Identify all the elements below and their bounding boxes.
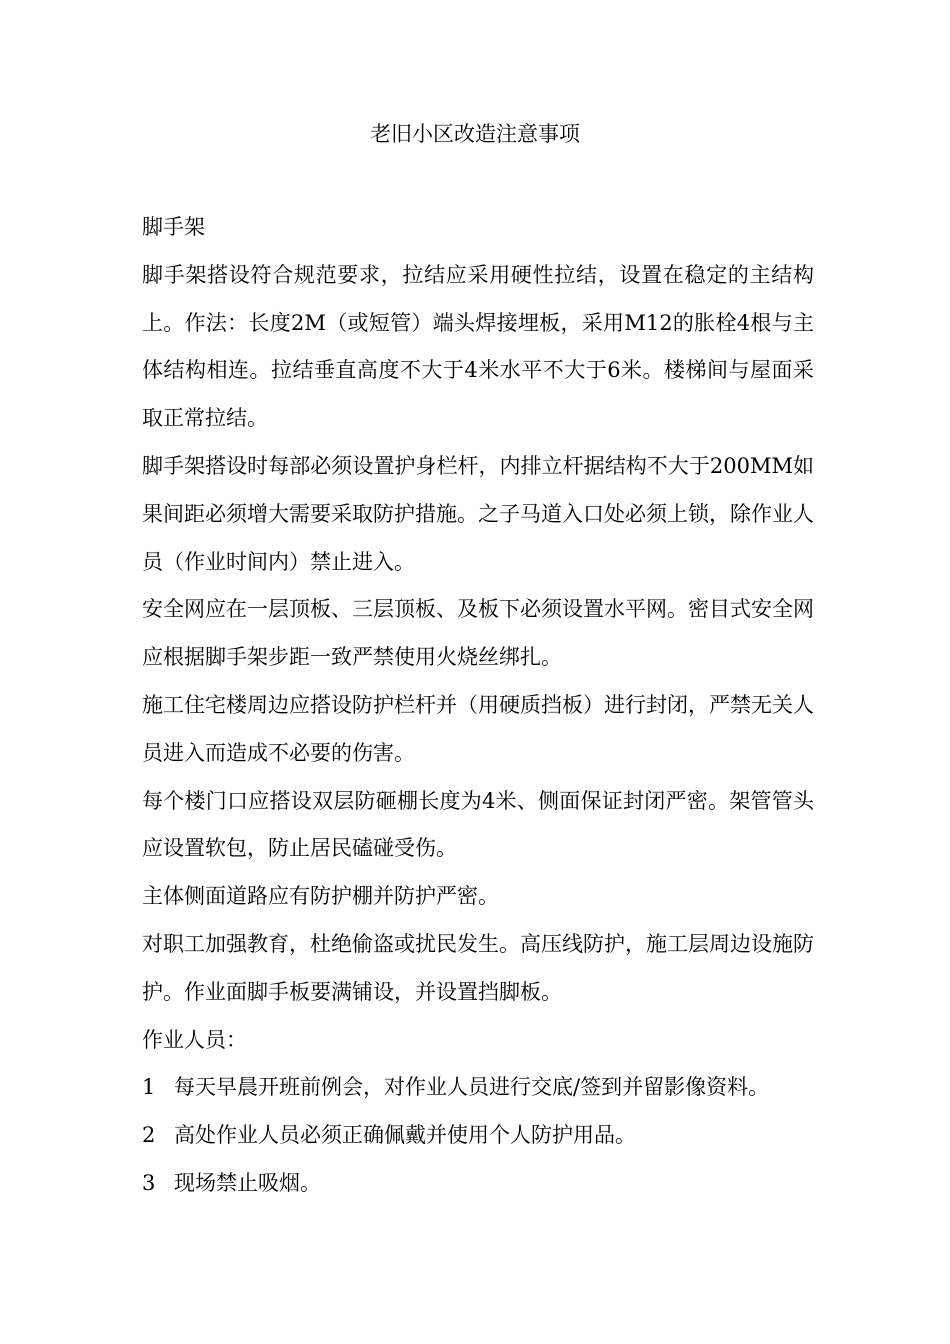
list-item bbox=[142, 1112, 814, 1160]
document-title: 老旧小区改造注意事项 bbox=[370, 122, 580, 146]
list-item bbox=[142, 1064, 814, 1112]
paragraph-staff-education: 对职工加强教育，杜绝偷盗或扰民发生。高压线防护，施工层周边设施防护。作业面脚手板要满铺设，并设置挡脚板。 bbox=[142, 931, 814, 1004]
list-item-number: 2 bbox=[142, 1123, 156, 1148]
list-item-text: 高处作业人员必须正确佩戴并使用个人防护用品。 bbox=[174, 1123, 636, 1148]
workers-heading: 作业人员： bbox=[142, 1027, 247, 1052]
paragraph-road-protection: 主体侧面道路应有防护棚并防护严密。 bbox=[142, 884, 499, 909]
section-heading: 脚手架 bbox=[142, 215, 205, 239]
list-item-text: 现场禁止吸烟。 bbox=[174, 1170, 321, 1195]
list-item-text: 每天早晨开班前例会，对作业人员进行交底/签到并留影像资料。 bbox=[174, 1075, 770, 1100]
list-item-number: 1 bbox=[142, 1075, 156, 1100]
paragraph-scaffold-tie: 脚手架搭设符合规范要求，拉结应采用硬性拉结，设置在稳定的主结构上。作法：长度2M（或短管）端头焊接埋板，采用M12的胀栓4根与主体结构相连。拉结垂直高度不大于4米水平不大于6米。楼梯间与屋面采取正常拉结。 bbox=[142, 262, 814, 431]
paragraph-perimeter-fence: 施工住宅楼周边应搭设防护栏杆并（用硬质挡板）进行封闭，严禁无关人员进入而造成不必要的伤害。 bbox=[142, 692, 814, 765]
paragraph-guardrail: 脚手架搭设时每部必须设置护身栏杆，内排立杆据结构不大于200MM如果间距必须增大需要采取防护措施。之子马道入口处必须上锁，除作业人员（作业时间内）禁止进入。 bbox=[142, 453, 814, 574]
paragraph-safety-net: 安全网应在一层顶板、三层顶板、及板下必须设置水平网。密目式安全网应根据脚手架步距一致严禁使用火烧丝绑扎。 bbox=[142, 597, 814, 670]
paragraph-entrance-canopy: 每个楼门口应搭设双层防砸棚长度为4米、侧面保证封闭严密。架管管头应设置软包，防止居民磕碰受伤。 bbox=[142, 788, 814, 861]
document-body bbox=[142, 204, 814, 1208]
list-item bbox=[142, 1160, 814, 1208]
list-item-number: 3 bbox=[142, 1170, 156, 1195]
